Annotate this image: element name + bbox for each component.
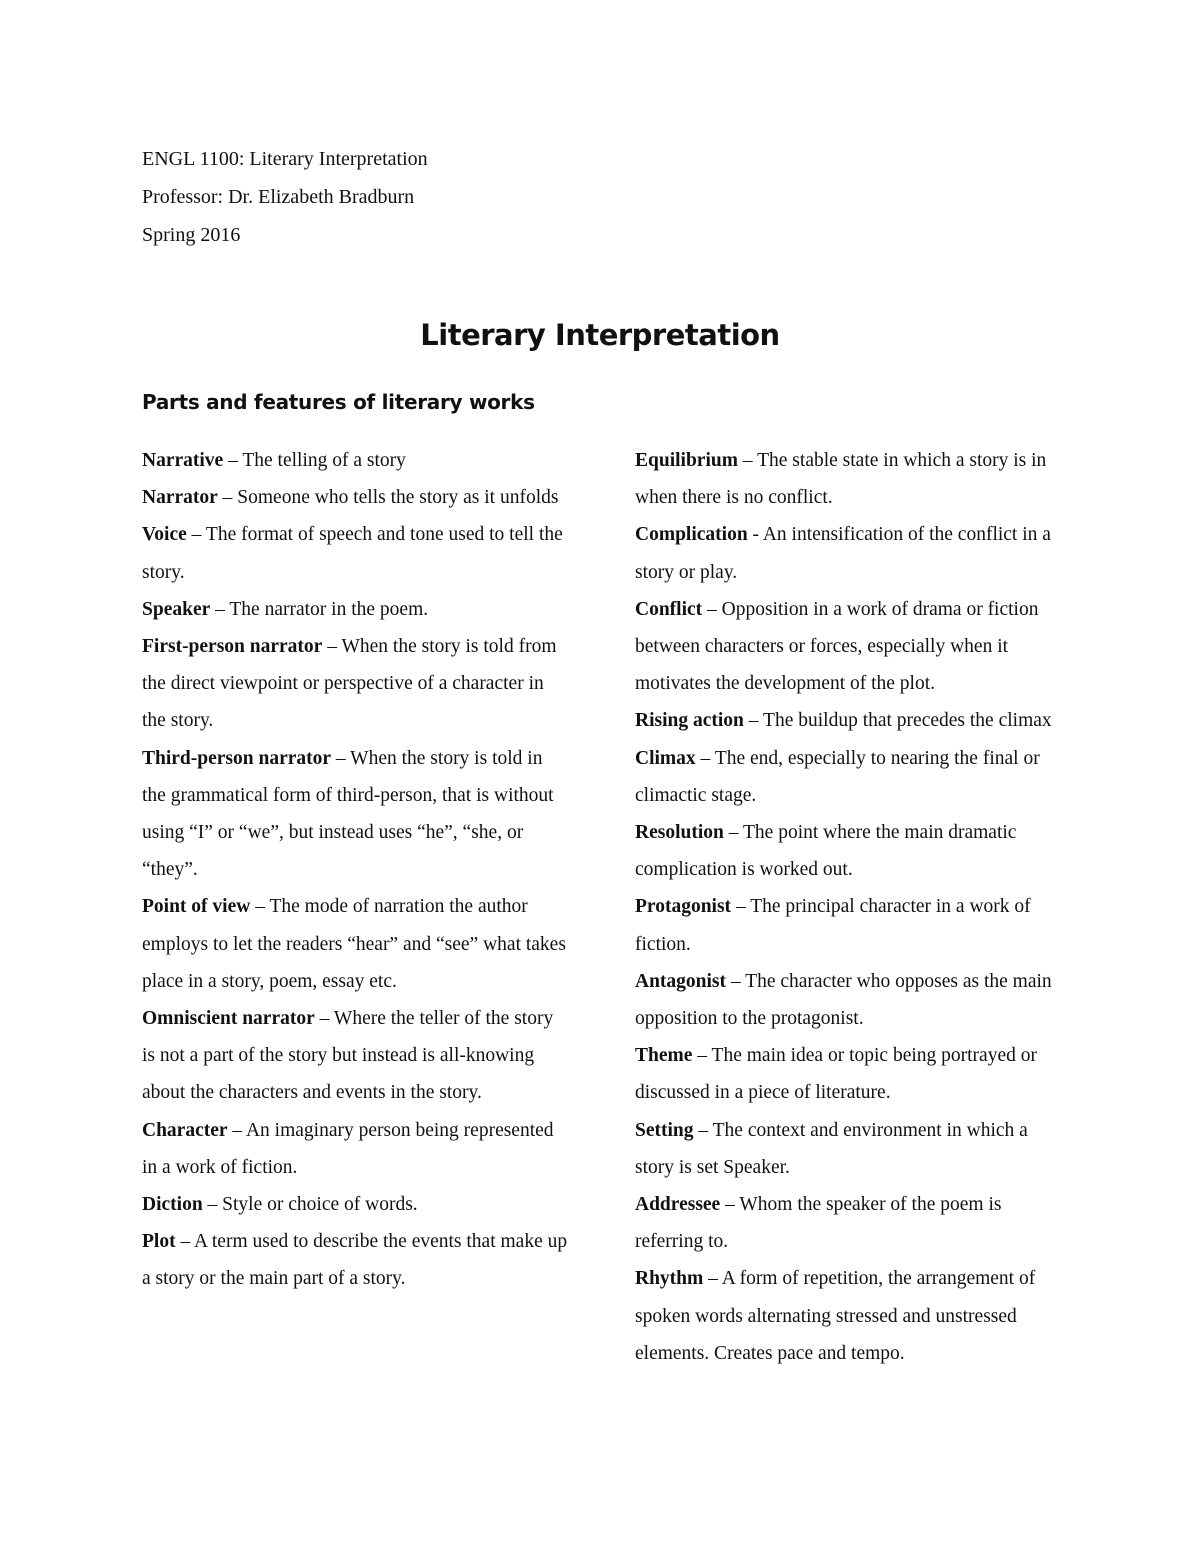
glossary-entry-third-person-narrator: [142, 740, 570, 889]
term: Third-person narrator: [142, 747, 332, 769]
definition: – The end, especially to nearing the final or climactic stage.: [635, 747, 1040, 806]
definition: – The point where the main dramatic complication is worked out.: [635, 822, 1017, 881]
glossary-entry-first-person-narrator: [142, 628, 570, 740]
glossary-entry-climax: [635, 740, 1063, 814]
definition: – The principal character in a work of fiction.: [635, 896, 1031, 955]
glossary-left-column: [142, 442, 570, 1298]
definition: – The context and environment in which a story is set Speaker.: [635, 1119, 1028, 1178]
course-name: ENGL 1100: Literary Interpretation: [142, 148, 428, 170]
term: Protagonist: [635, 896, 732, 918]
definition: – The format of speech and tone used to tell the story.: [142, 524, 563, 583]
glossary-entry-setting: [635, 1112, 1063, 1186]
definition: – Opposition in a work of drama or fiction between characters or forces, especially when it motivates the development of the plot.: [635, 598, 1039, 695]
term: Climax: [635, 747, 696, 769]
glossary-entry-antagonist: [635, 963, 1063, 1037]
definition: – The buildup that precedes the climax: [743, 710, 1052, 732]
term: Setting: [635, 1119, 694, 1141]
term: Omniscient narrator: [142, 1008, 315, 1030]
definition: – Where the teller of the story is not a part of the story but instead is all-knowing about the characters and events in the story.: [142, 1008, 554, 1104]
glossary-entry-speaker: [142, 591, 570, 628]
definition: - An intensification of the conflict in a story or play.: [635, 524, 1051, 583]
definition: – A form of repetition, the arrangement of spoken words alternating stressed and unstressed elements. Creates pace and tempo.: [635, 1268, 1036, 1364]
glossary-entry-rising-action: [635, 702, 1063, 739]
definition: – When the story is told from the direct viewpoint or perspective of a character in the story.: [142, 636, 557, 732]
term: Equilibrium: [635, 450, 738, 471]
section-heading: Parts and features of literary works: [142, 390, 535, 414]
semester: Spring 2016: [142, 224, 241, 246]
professor-name: Professor: Dr. Elizabeth Bradburn: [142, 186, 415, 208]
term: Addressee: [635, 1194, 721, 1216]
glossary-entry-plot: [142, 1223, 570, 1297]
definition: – Whom the speaker of the poem is referring to.: [635, 1194, 1002, 1253]
definition: – A term used to describe the events that make up a story or the main part of a story.: [142, 1231, 568, 1290]
definition: – The character who opposes as the main opposition to the protagonist.: [635, 970, 1052, 1030]
term: Narrative: [142, 450, 224, 471]
glossary-entry-addressee: [635, 1186, 1063, 1260]
definition: – An imaginary person being represented in a work of fiction.: [142, 1119, 554, 1178]
term: Narrator: [142, 487, 218, 509]
term: Conflict: [635, 598, 703, 620]
definition: – The telling of a story: [223, 450, 406, 471]
glossary-right-column: [635, 442, 1063, 1372]
term: Antagonist: [635, 970, 727, 992]
glossary-entry-theme: [635, 1037, 1063, 1111]
definition: – The mode of narration the author employs to let the readers “hear” and “see” what takes place in a story, poem, essay etc.: [142, 896, 566, 992]
term: Diction: [142, 1194, 203, 1216]
definition: – The main idea or topic being portrayed or discussed in a piece of literature.: [635, 1045, 1037, 1104]
term: Point of view: [142, 896, 251, 918]
term: Voice: [142, 524, 187, 546]
glossary-entry-character: [142, 1112, 570, 1186]
glossary-entry-resolution: [635, 814, 1063, 888]
glossary-entry-diction: [142, 1186, 570, 1223]
glossary-entry-rhythm: [635, 1260, 1063, 1372]
definition: – Style or choice of words.: [202, 1194, 418, 1216]
term: Speaker: [142, 598, 211, 620]
term: Complication: [635, 524, 748, 546]
term: Resolution: [635, 822, 724, 844]
glossary-entry-conflict: [635, 591, 1063, 703]
term: Theme: [635, 1045, 693, 1067]
glossary-entry-complication: [635, 516, 1063, 590]
definition: – Someone who tells the story as it unfolds: [217, 487, 559, 509]
glossary-entry-protagonist: [635, 888, 1063, 962]
glossary-entry-voice: [142, 516, 570, 590]
course-header: [142, 140, 428, 254]
glossary-entry-narrator: [142, 479, 570, 516]
document-title: Literary Interpretation: [420, 318, 780, 352]
glossary-entry-point-of-view: [142, 888, 570, 1000]
term: Rising action: [635, 710, 744, 732]
glossary-entry-equilibrium: [635, 442, 1063, 516]
term: First-person narrator: [142, 636, 323, 658]
term: Plot: [142, 1231, 176, 1253]
glossary-entry-narrative: [142, 442, 570, 479]
glossary-entry-omniscient-narrator: [142, 1000, 570, 1112]
term: Character: [142, 1119, 228, 1141]
definition: – When the story is told in the grammatical form of third-person, that is without using “I” or “we”, but instead uses “he”, “she, or “they”.: [142, 747, 554, 881]
definition: – The narrator in the poem.: [210, 598, 429, 620]
definition: – The stable state in which a story is in when there is no conflict.: [635, 450, 1047, 509]
term: Rhythm: [635, 1268, 704, 1290]
